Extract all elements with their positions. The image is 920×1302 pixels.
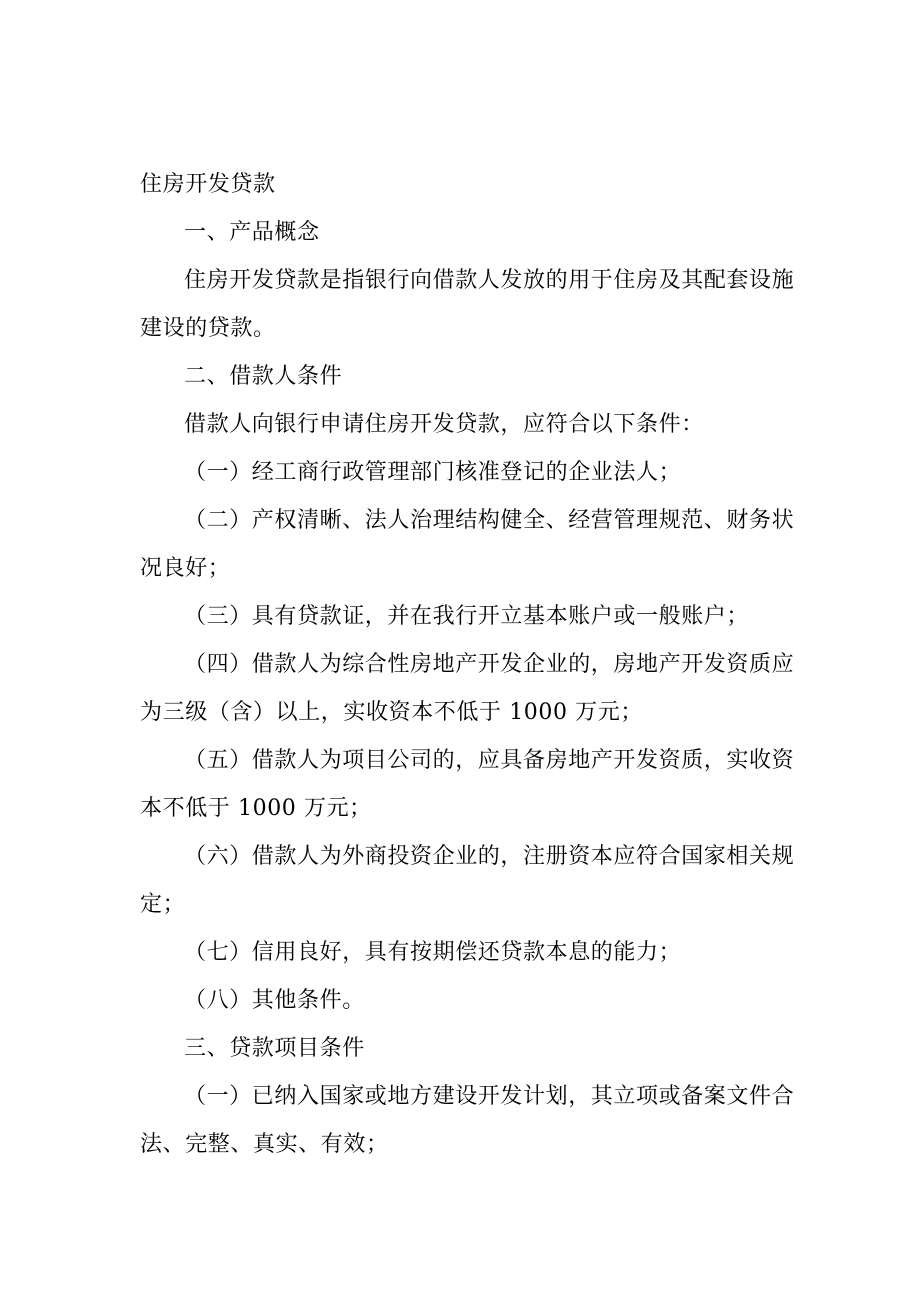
list-item: （六）借款人为外商投资企业的，注册资本应符合国家相关规 xyxy=(184,844,795,869)
list-item-continuation: 况良好； xyxy=(140,556,231,581)
list-item: （七）信用良好，具有按期偿还贷款本息的能力； xyxy=(184,940,682,965)
list-item-continuation: 法、完整、真实、有效； xyxy=(140,1132,389,1157)
list-item: （八）其他条件。 xyxy=(184,988,365,1013)
paragraph-line: 借款人向银行申请住房开发贷款，应符合以下条件： xyxy=(184,412,704,437)
list-item-continuation: 本不低于 1000 万元； xyxy=(140,796,372,821)
document-title: 住房开发贷款 xyxy=(140,172,276,197)
section-heading: 二、借款人条件 xyxy=(184,364,343,389)
paragraph-line: 建设的贷款。 xyxy=(140,316,276,341)
list-item: （五）借款人为项目公司的，应具备房地产开发资质，实收资 xyxy=(184,748,795,773)
list-item: （二）产权清晰、法人治理结构健全、经营管理规范、财务状 xyxy=(184,508,795,533)
list-item: （三）具有贷款证，并在我行开立基本账户或一般账户； xyxy=(184,604,750,629)
list-item-continuation: 为三级（含）以上，实收资本不低于 1000 万元； xyxy=(140,700,643,725)
list-item: （一）已纳入国家或地方建设开发计划，其立项或备案文件合 xyxy=(184,1084,795,1109)
paragraph-line: 住房开发贷款是指银行向借款人发放的用于住房及其配套设施 xyxy=(184,268,795,293)
list-item-continuation: 定； xyxy=(140,892,186,917)
list-item: （四）借款人为综合性房地产开发企业的，房地产开发资质应 xyxy=(184,652,795,677)
list-item: （一）经工商行政管理部门核准登记的企业法人； xyxy=(184,460,682,485)
section-heading: 一、产品概念 xyxy=(184,220,320,245)
section-heading: 三、贷款项目条件 xyxy=(184,1036,365,1061)
